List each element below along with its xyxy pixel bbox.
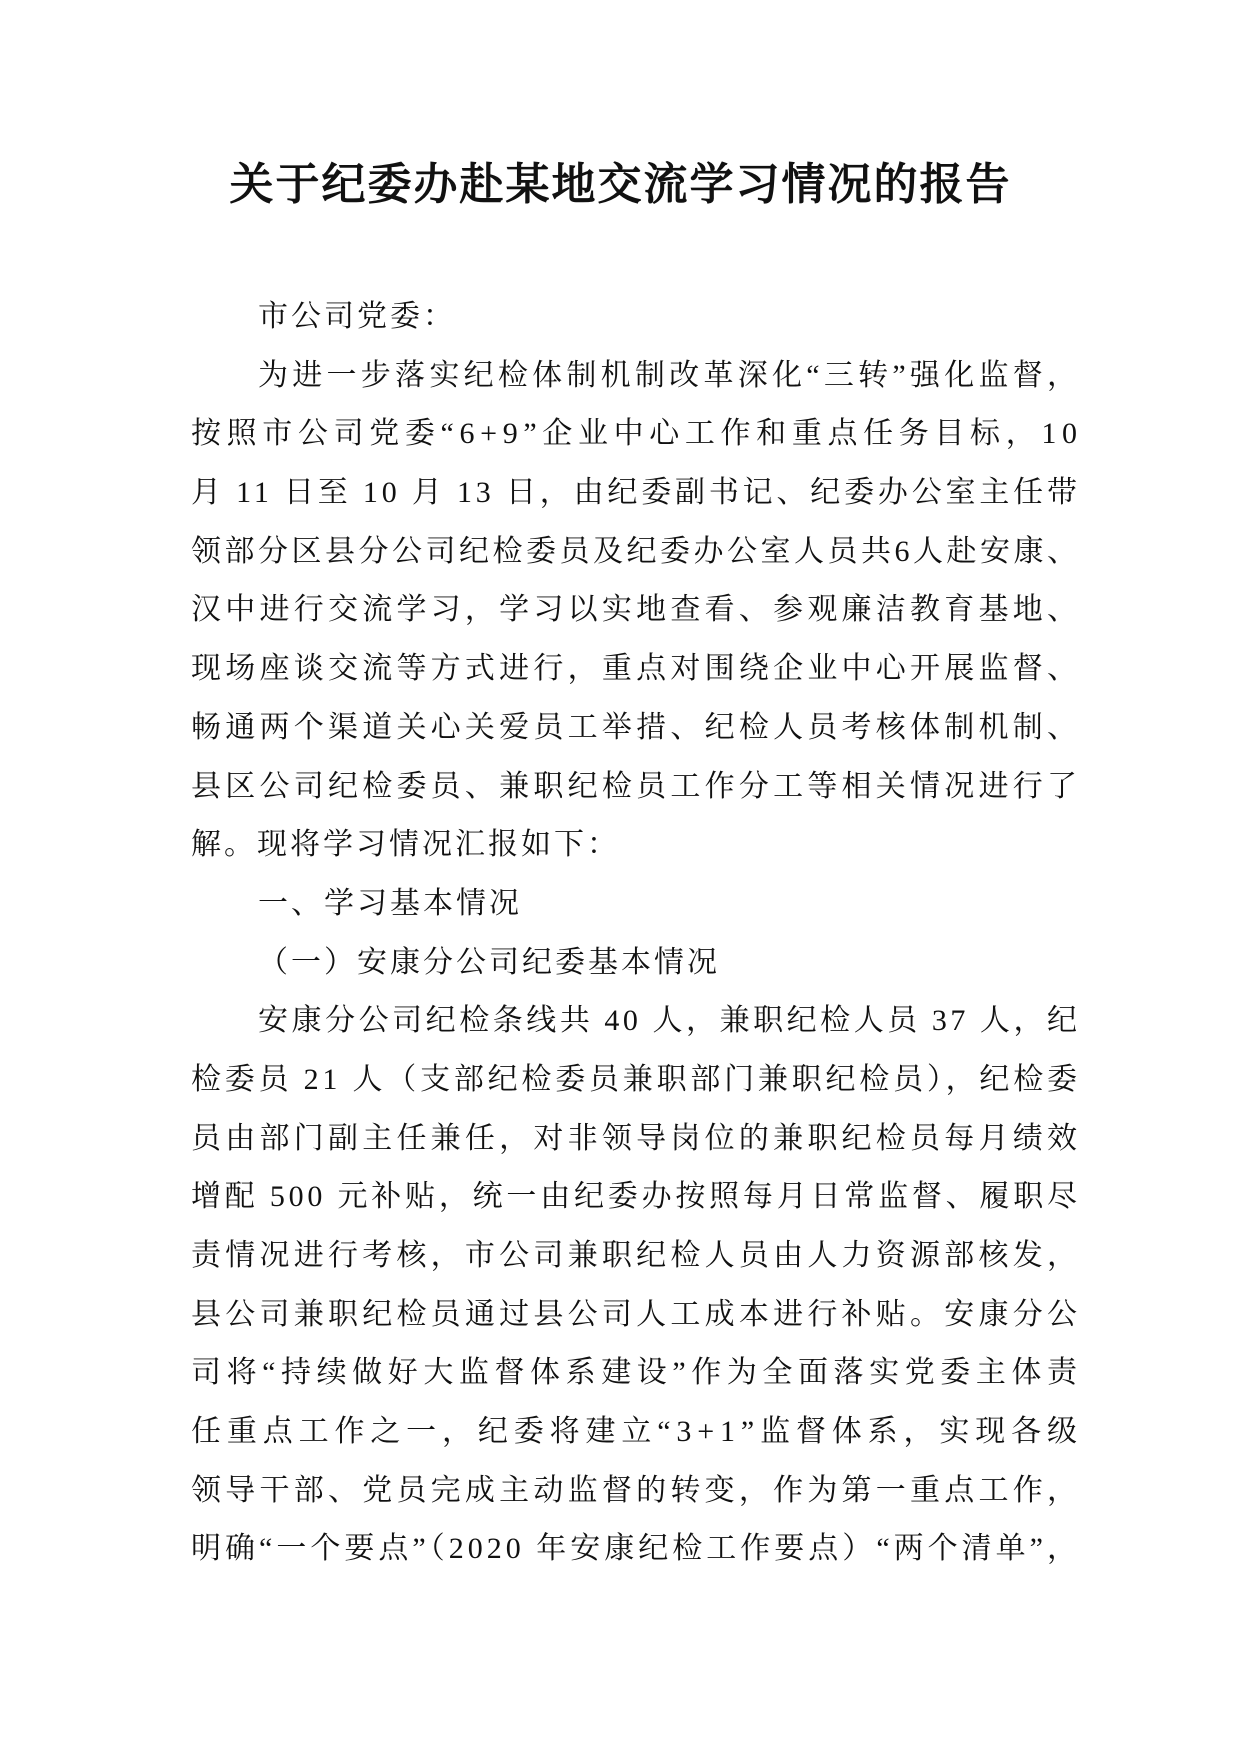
text-line: 领部分区县分公司纪检委员及纪委办公室人员共6人赴安康、 [191, 534, 1081, 568]
text-line: 明确“一个要点”（2020 年安康纪检工作要点）“两个清单”， [191, 1532, 1082, 1566]
body-paragraph [191, 992, 1083, 1579]
text-line: 员由部门副主任兼任，对非领导岗位的兼职纪检员每月绩效 [191, 1121, 1082, 1155]
document-body [191, 288, 1083, 1579]
text-line: 汉中进行交流学习，学习以实地查看、参观廉洁教育基地、 [191, 593, 1082, 627]
text-line: 县区公司纪检委员、兼职纪检员工作分工等相关情况进行了 [191, 769, 1082, 803]
document-title: 关于纪委办赴某地交流学习情况的报告 [229, 160, 1012, 209]
salutation-paragraph [191, 288, 1077, 347]
text-line: 安康分公司纪检条线共 40 人，兼职纪检人员 37 人，纪 [258, 1004, 1081, 1038]
text-line: 按照市公司党委“6+9”企业中心工作和重点任务目标，10 [191, 417, 1083, 451]
text-line: 月 11 日至 10 月 13 日，由纪委副书记、纪委办公室主任带 [191, 476, 1081, 510]
text-line: 现场座谈交流等方式进行，重点对围绕企业中心开展监督、 [191, 652, 1082, 686]
text-line: 市公司党委： [258, 300, 456, 333]
text-line: 为进一步落实纪检体制机制改革深化“三转”强化监督， [258, 358, 1082, 392]
text-line: 责情况进行考核，市公司兼职纪检人员由人力资源部核发， [191, 1239, 1082, 1272]
text-line: 检委员 21 人（支部纪检委员兼职部门兼职纪检员），纪检委 [191, 1062, 1081, 1096]
text-line: 增配 500 元补贴，统一由纪委办按照每月日常监督、履职尽 [191, 1180, 1081, 1214]
text-line: 任重点工作之一，纪委将建立“3+1”监督体系，实现各级 [191, 1415, 1083, 1449]
subsection-heading [191, 934, 1077, 993]
section-heading [191, 875, 1077, 934]
intro-paragraph [191, 347, 1083, 875]
text-line: 一、学习基本情况 [258, 886, 522, 920]
text-line: 畅通两个渠道关心关爱员工举措、纪检人员考核体制机制、 [191, 710, 1082, 744]
text-line: 领导干部、党员完成主动监督的转变，作为第一重点工作， [191, 1473, 1082, 1507]
text-line: 司将“持续做好大监督体系建设”作为全面落实党委主体责 [191, 1356, 1083, 1390]
text-line: 解。现将学习情况汇报如下： [191, 828, 620, 862]
text-line: 县公司兼职纪检员通过县公司人工成本进行补贴。安康分公 [191, 1297, 1082, 1331]
text-line: （一）安康分公司纪委基本情况 [258, 945, 720, 979]
